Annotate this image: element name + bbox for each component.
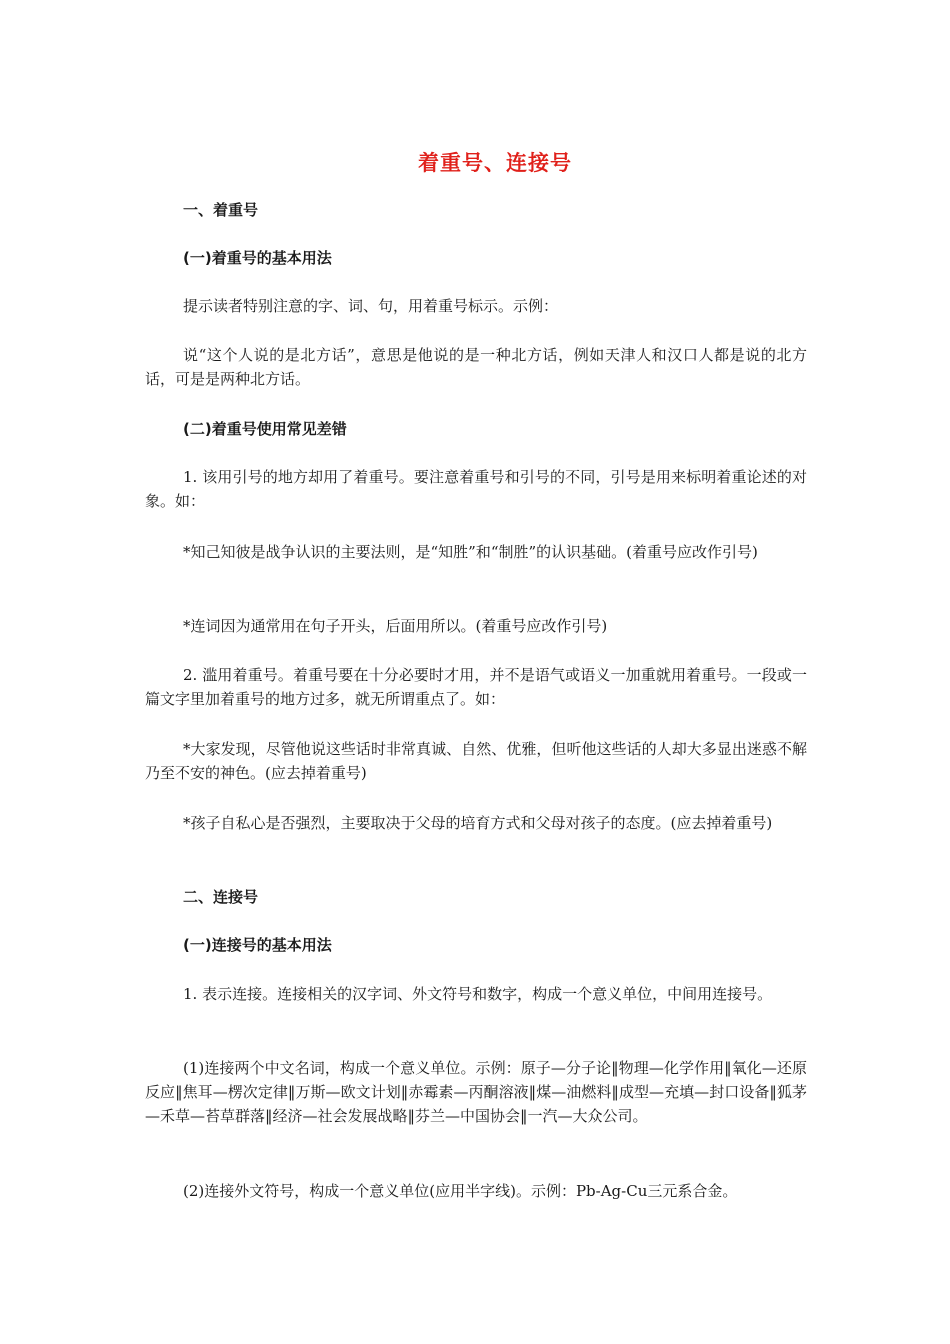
example-paragraph: *知己知彼是战争认识的主要法则，是“知胜”和“制胜”的认识基础。(着重号应改作引号) bbox=[183, 543, 758, 561]
document-title: 着重号、连接号 bbox=[418, 151, 572, 175]
section-heading-connector-mark: 二、连接号 bbox=[183, 888, 259, 906]
paragraph: 1. 表示连接。连接相关的汉字词、外文符号和数字，构成一个意义单位，中间用连接号。 bbox=[183, 985, 773, 1003]
paragraph: 1. 该用引号的地方却用了着重号。要注意着重号和引号的不同，引号是用来标明着重论述的对象。如： bbox=[145, 468, 807, 510]
subsection-heading-basic-usage: (一)着重号的基本用法 bbox=[183, 249, 332, 267]
example-paragraph: *孩子自私心是否强烈，主要取决于父母的培育方式和父母对孩子的态度。(应去掉着重号) bbox=[183, 814, 773, 832]
section-heading-emphasis-mark: 一、着重号 bbox=[183, 201, 259, 219]
example-paragraph: (2)连接外文符号，构成一个意义单位(应用半字线)。示例：Pb-Ag-Cu三元系合金。 bbox=[183, 1182, 738, 1200]
example-paragraph: *连词因为通常用在句子开头，后面用所以。(着重号应改作引号) bbox=[183, 617, 608, 635]
paragraph: 说“这个人说的是北方话”，意思是他说的是一种北方话，例如天津人和汉口人都是说的北方话，可是是两种北方话。 bbox=[145, 346, 807, 388]
example-paragraph: (1)连接两个中文名词，构成一个意义单位。示例：原子—分子论‖物理—化学作用‖氧化—还原反应‖焦耳—楞次定律‖万斯—欧文计划‖赤霉素—丙酮溶液‖煤—油燃料‖成型—充填—封口设备‖狐茅—禾草—苔草群落‖经济—社会发展战略‖芬兰—中国协会‖一汽—大众公司。 bbox=[145, 1059, 807, 1125]
paragraph: 提示读者特别注意的字、词、句，用着重号标示。示例： bbox=[183, 297, 559, 315]
subsection-heading-common-errors: (二)着重号使用常见差错 bbox=[183, 420, 347, 438]
example-paragraph: *大家发现，尽管他说这些话时非常真诚、自然、优雅，但听他这些话的人却大多显出迷惑不解乃至不安的神色。(应去掉着重号) bbox=[145, 740, 807, 782]
subsection-heading-basic-usage: (一)连接号的基本用法 bbox=[183, 936, 332, 954]
paragraph: 2. 滥用着重号。着重号要在十分必要时才用，并不是语气或语义一加重就用着重号。一段或一篇文字里加着重号的地方过多，就无所谓重点了。如： bbox=[145, 666, 807, 708]
